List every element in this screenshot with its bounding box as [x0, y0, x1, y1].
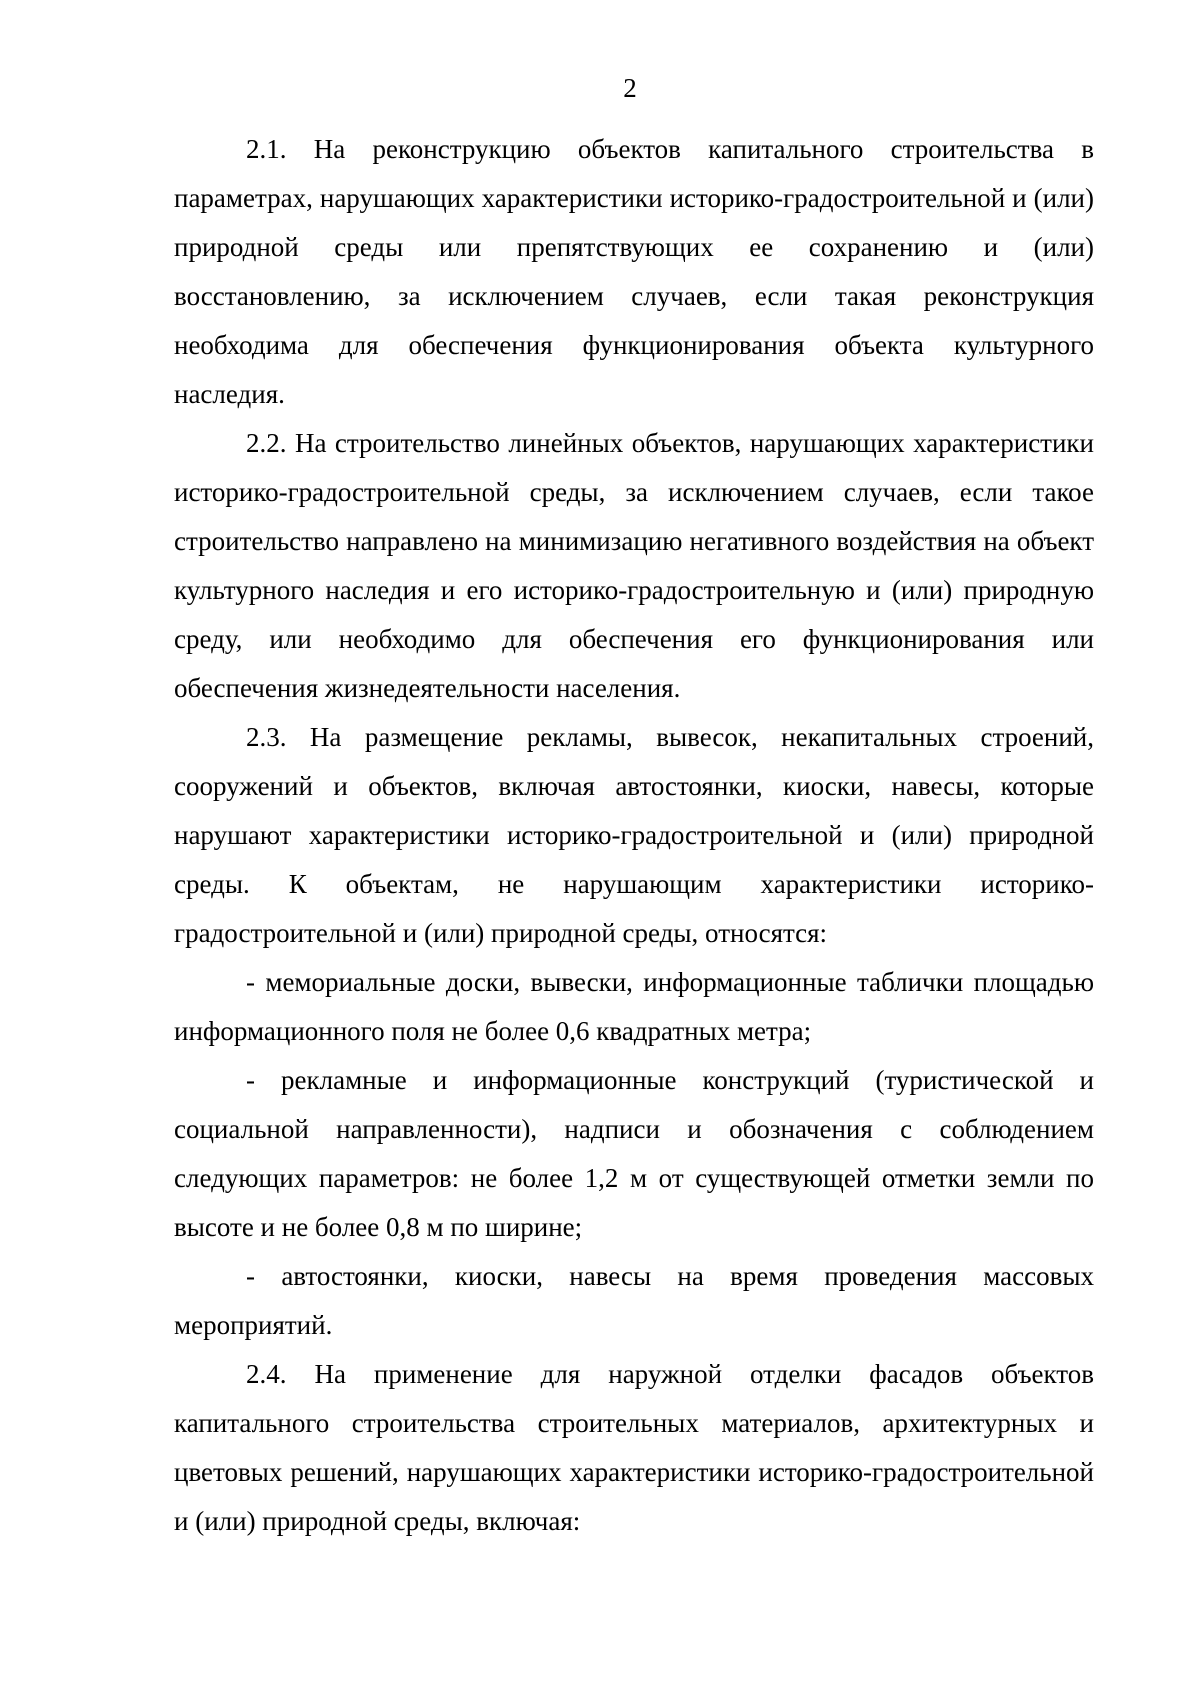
paragraph-2-2: 2.2. На строительство линейных объектов, нарушающих характеристики историко-градостроительной среды, за исключением случаев, если такое строительство направлено на минимизацию негативного воздействия на объект культурного наследия и его историко-градостроительную и (или) природную среду, или необходимо для обеспечения его функционирования или обеспечения жизнедеятельности населения.	[174, 428, 1094, 703]
paragraph-2-1: 2.1. На реконструкцию объектов капитального строительства в параметрах, нарушающих характеристики историко-градостроительной и (или) природной среды или препятствующих ее сохранению и (или) восстановлению, за исключением случаев, если такая реконструкция необходима для обеспечения функционирования объекта культурного наследия.	[174, 134, 1094, 409]
paragraph-2-3: 2.3. На размещение рекламы, вывесок, некапитальных строений, сооружений и объектов, включая автостоянки, киоски, навесы, которые нарушают характеристики историко-градостроительной и (или) природной среды. К объектам, не нарушающим характеристики историко-градостроительной и (или) природной среды, относятся:	[174, 722, 1094, 948]
page-number: 2	[623, 73, 637, 103]
list-item-advertising-structures: - рекламные и информационные конструкций (туристической и социальной направленности), надписи и обозначения с соблюдением следующих параметров: не более 1,2 м от существующей отметки земли по высоте и не более 0,8 м по ширине;	[174, 1065, 1094, 1242]
list-item-parking-kiosks: - автостоянки, киоски, навесы на время проведения массовых мероприятий.	[174, 1261, 1094, 1340]
document-body	[174, 125, 1094, 1546]
paragraph-2-4: 2.4. На применение для наружной отделки фасадов объектов капитального строительства строительных материалов, архитектурных и цветовых решений, нарушающих характеристики историко-градостроительной и (или) природной среды, включая:	[174, 1359, 1094, 1536]
list-item-memorial-plaques: - мемориальные доски, вывески, информационные таблички площадью информационного поля не более 0,6 квадратных метра;	[174, 967, 1094, 1046]
